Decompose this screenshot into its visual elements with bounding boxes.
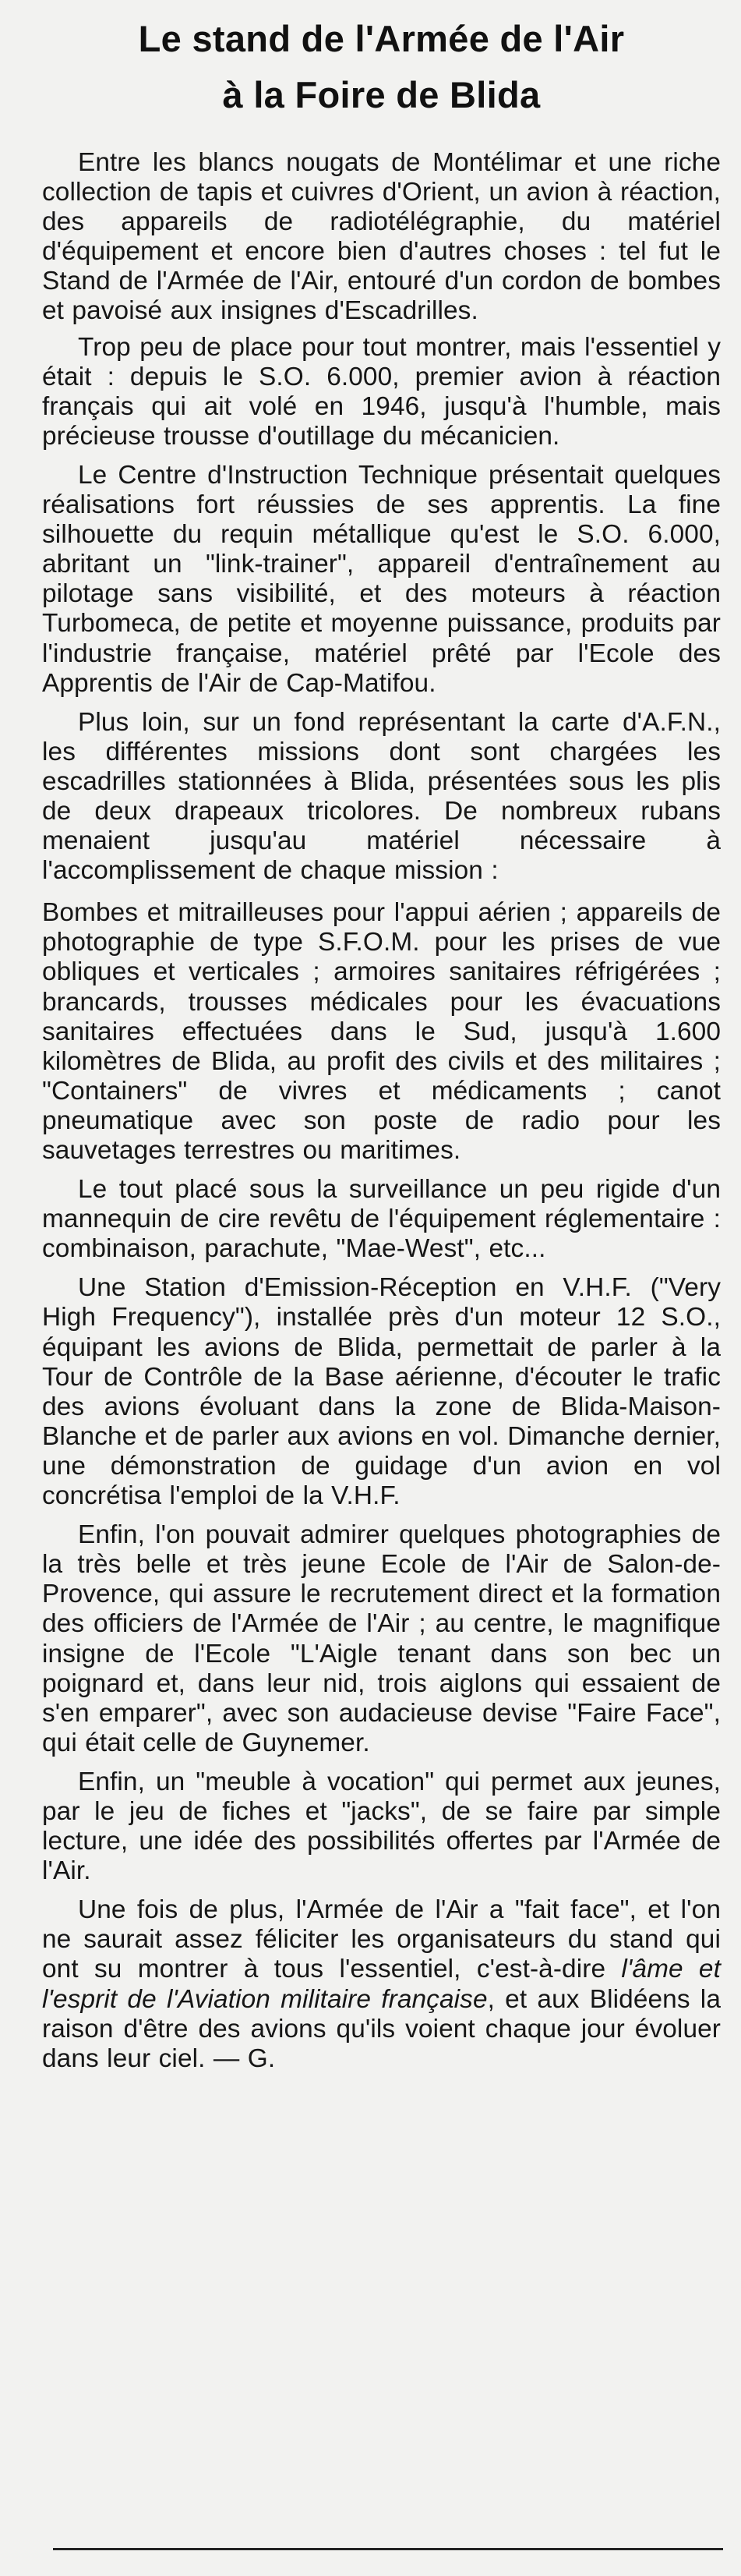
title-line-1: Le stand de l'Armée de l'Air — [138, 18, 625, 59]
article-title — [42, 11, 721, 123]
paragraph-5: Bombes et mitrailleuses pour l'appui aérien ; appareils de photographie de type S.F.O.M. pour les prises de vue obliques et verticales ; armoires sanitaires réfrigérées ; brancards, trousses médicales pour les évacuations sanitaires effectuées dans le Sud, jusqu'à 1.600 kilomètres de Blida, au profit des civils et des militaires ; "Containers" de vivres et médicaments ; canot pneumatique avec son poste de radio pour les sauvetages terrestres ou maritimes. — [42, 898, 721, 1165]
paragraph-9: Enfin, un "meuble à vocation" qui permet aux jeunes, par le jeu de fiches et "jacks", de se faire par simple lecture, une idée des possibilités offertes par l'Armée de l'Air. — [42, 1767, 721, 1886]
paragraph-1: Entre les blancs nougats de Montélimar et une riche collection de tapis et cuivres d'Orient, un avion à réaction, des appareils de radiotélégraphie, du matériel d'équipement et encore bien d'autres choses : tel fut le Stand de l'Armée de l'Air, entouré d'un cordon de bombes et pavoisé aux insignes d'Escadrilles. — [42, 148, 721, 326]
paragraph-8: Enfin, l'on pouvait admirer quelques photographies de la très belle et très jeune Ecole de l'Air de Salon-de-Provence, qui assure le recrutement direct et la formation des officiers de l'Armée de l'Air ; au centre, le magnifique insigne de l'Ecole "L'Aigle tenant dans son bec un poignard et, dans leur nid, trois aiglons qui essaient de s'en emparer", avec son audacieuse devise "Faire Face", qui était celle de Guynemer. — [42, 1520, 721, 1757]
paragraph-10-italic: l'âme et l'esprit de l'Aviation militaire française — [42, 1955, 721, 2014]
paragraph-3: Le Centre d'Instruction Technique présentait quelques réalisations fort réussies de ses apprentis. La fine silhouette du requin métallique qu'est le S.O. 6.000, abritant un "link-trainer", appareil d'entraînement au pilotage sans visibilité, et des moteurs à réaction Turbomeca, de petite et moyenne puissance, produits par l'industrie française, matériel prêté par l'Ecole des Apprentis de l'Air de Cap-Matifou. — [42, 460, 721, 698]
paragraph-10-text: Une fois de plus, l'Armée de l'Air a "fait face", et l'on ne saurait assez féliciter les organisateurs du stand qui ont su montrer à tous l'essentiel, c'est-à-dire — [42, 1895, 721, 1984]
paragraph-6: Le tout placé sous la surveillance un peu rigide d'un mannequin de cire revêtu de l'équipement réglementaire : combinaison, parachute, "Mae-West", etc... — [42, 1175, 721, 1264]
paragraph-10 — [42, 1895, 721, 2074]
article-body — [42, 148, 721, 2074]
paragraph-2: Trop peu de place pour tout montrer, mais l'essentiel y était : depuis le S.O. 6.000, premier avion à réaction français qui ait volé en 1946, jusqu'à l'humble, mais précieuse trousse d'outillage du mécanicien. — [42, 332, 721, 451]
paragraph-10-end: , et aux Blidéens la raison d'être des avions qu'ils voient chaque jour évoluer dans leur ciel. — G. — [42, 1984, 721, 2073]
bottom-rule — [53, 2548, 723, 2550]
title-line-2: à la Foire de Blida — [222, 74, 541, 115]
paragraph-4: Plus loin, sur un fond représentant la carte d'A.F.N., les différentes missions dont sont chargées les escadrilles stationnées à Blida, présentées sous les plis de deux drapeaux tricolores. De nombreux rubans menaient jusqu'au matériel nécessaire à l'accomplissement de chaque mission : — [42, 707, 721, 886]
paragraph-7: Une Station d'Emission-Réception en V.H.F. ("Very High Frequency"), installée près d'un moteur 12 S.O., équipant les avions de Blida, permettait de parler à la Tour de Contrôle de la Base aérienne, d'écouter le trafic des avions évoluant dans la zone de Blida-Maison-Blanche et de parler aux avions en vol. Dimanche dernier, une démonstration de guidage d'un avion en vol concrétisa l'emploi de la V.H.F. — [42, 1273, 721, 1511]
